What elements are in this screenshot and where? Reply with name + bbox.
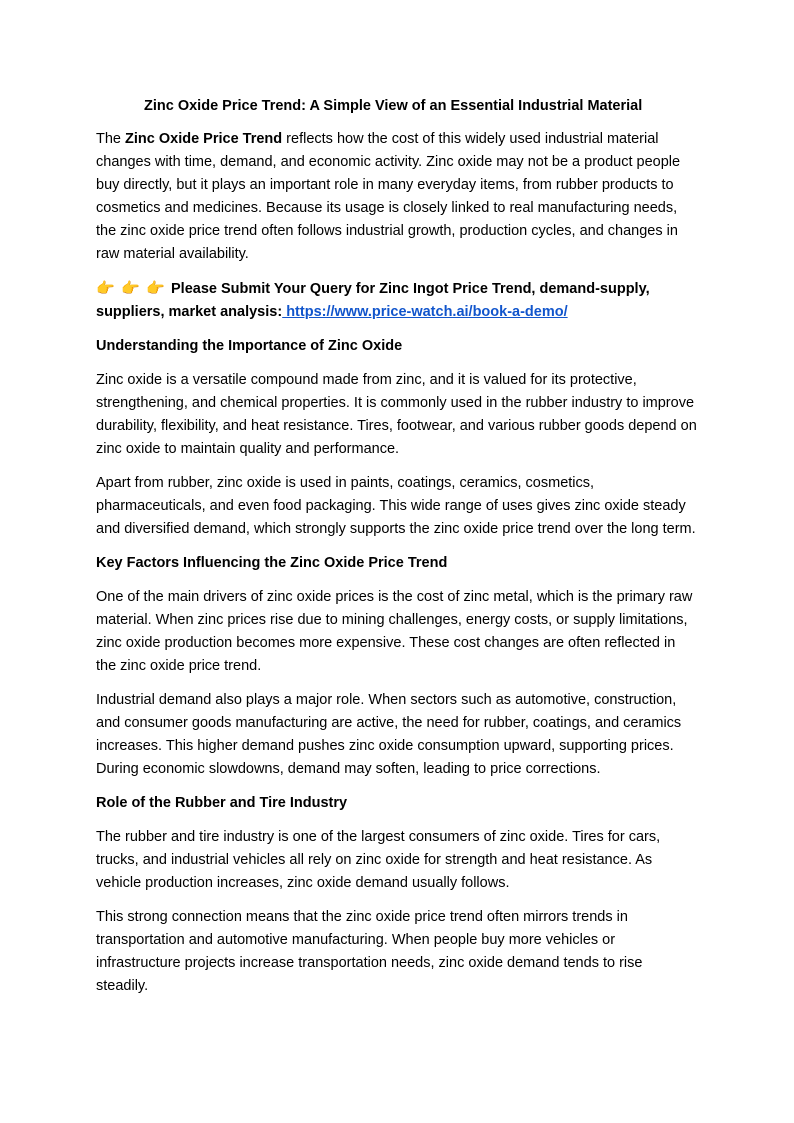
book-demo-link[interactable]: https://www.price-watch.ai/book-a-demo/ (282, 304, 568, 320)
document-title: Zinc Oxide Price Trend: A Simple View of an Essential Industrial Material (144, 98, 643, 114)
pointing-hand-icon-1: 👉 (96, 280, 115, 297)
section-heading-importance: Understanding the Importance of Zinc Oxide (96, 338, 403, 354)
section-paragraph: The rubber and tire industry is one of the largest consumers of zinc oxide. Tires for cars, trucks, and industrial vehicles all rely on zinc oxide for strength and heat resistance. As vehicle production increases, zinc oxide demand usually follows. (96, 829, 661, 891)
intro-post: reflects how the cost of this widely used industrial material changes with time, demand, and economic activity. Zinc oxide may not be a product people buy directly, but it plays an important role in many everyday items, from rubber products to cosmetics and medicines. Because its usage is closely linked to real manufacturing needs, the zinc oxide price trend often follows industrial growth, production cycles, and changes in raw material availability. (96, 131, 681, 262)
intro-bold: Zinc Oxide Price Trend (125, 131, 283, 147)
section-paragraph: Industrial demand also plays a major role. When sectors such as automotive, construction, and consumer goods manufacturing are active, the need for rubber, coatings, and ceramics increases. This higher demand pushes zinc oxide consumption upward, supporting prices. During economic slowdowns, demand may soften, leading to price corrections. (96, 692, 682, 777)
section-paragraph: Apart from rubber, zinc oxide is used in paints, coatings, ceramics, cosmetics, pharmaceuticals, and even food packaging. This wide range of uses gives zinc oxide steady and diversified demand, which strongly supports the zinc oxide price trend over the long term. (96, 475, 696, 537)
section-heading-key-factors: Key Factors Influencing the Zinc Oxide Price Trend (96, 555, 448, 571)
pointing-hand-icon-2: 👉 (121, 280, 140, 297)
section-paragraph: This strong connection means that the zinc oxide price trend often mirrors trends in transportation and automotive manufacturing. When people buy more vehicles or infrastructure projects increase transportation needs, zinc oxide demand tends to rise steadily. (96, 909, 643, 994)
intro-paragraph (96, 128, 698, 266)
pointing-hand-icon-3: 👉 (146, 280, 165, 297)
section-paragraph: Zinc oxide is a versatile compound made from zinc, and it is valued for its protective, strengthening, and chemical properties. It is commonly used in the rubber industry to improve durability, flexibility, and heat resistance. Tires, footwear, and various rubber goods depend on zinc oxide to maintain quality and performance. (96, 372, 697, 457)
cta-paragraph (96, 277, 698, 324)
intro-pre: The (96, 131, 126, 147)
section-paragraph: One of the main drivers of zinc oxide prices is the cost of zinc metal, which is the primary raw material. When zinc prices rise due to mining challenges, energy costs, or supply limitations, zinc oxide production becomes more expensive. These cost changes are often reflected in the zinc oxide price trend. (96, 589, 693, 674)
section-heading-rubber-tire: Role of the Rubber and Tire Industry (96, 795, 348, 811)
cta-text: Please Submit Your Query for Zinc Ingot Price Trend, demand-supply, suppliers, market analysis: (96, 281, 650, 320)
